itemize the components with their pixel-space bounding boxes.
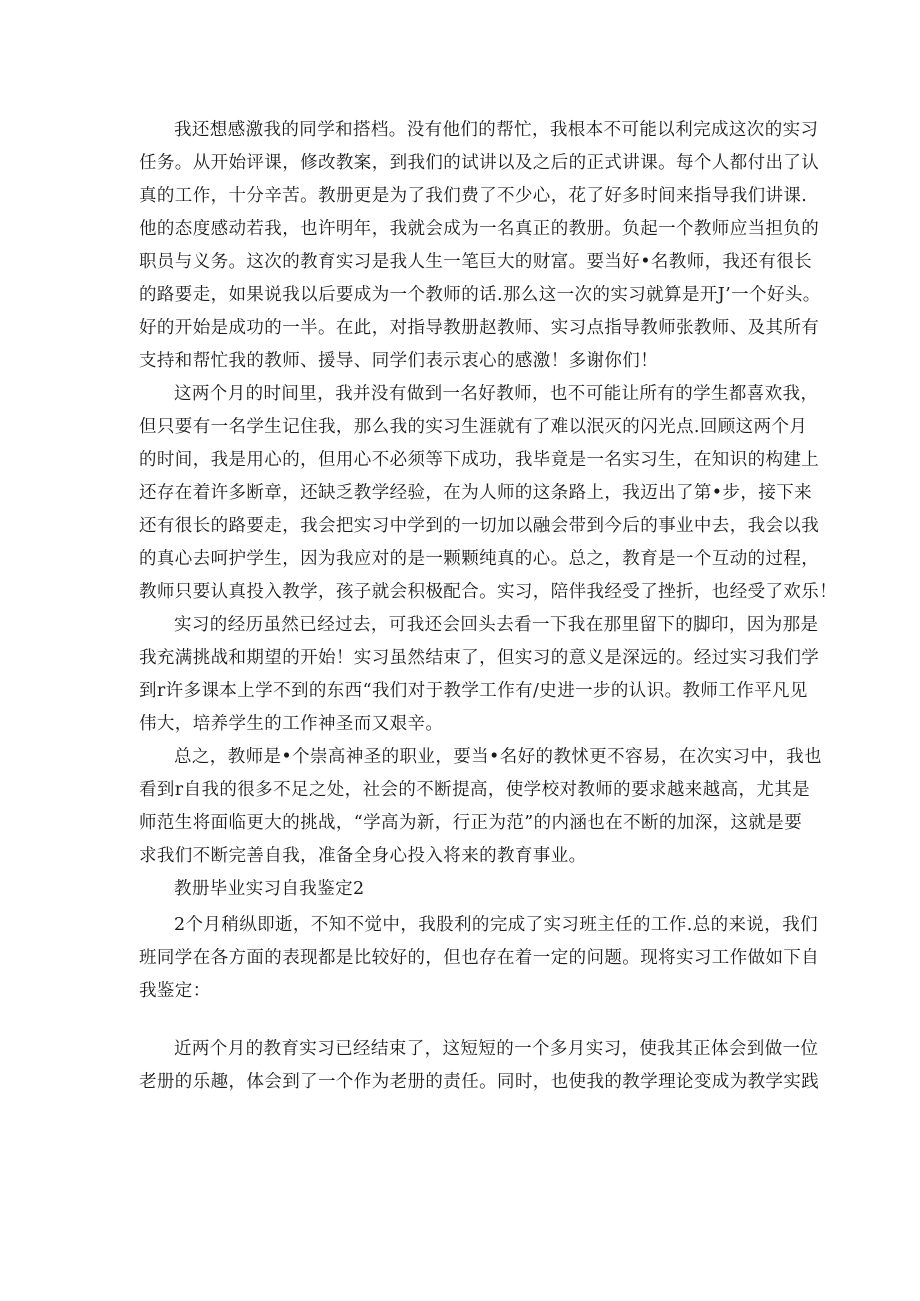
paragraph-line: 任务。从开始评课，修改教案，到我们的试讲以及之后的正式讲课。每个人都付出了认	[139, 153, 820, 173]
heading-text: 教册毕业实习自我鉴定2	[174, 879, 365, 899]
paragraph-line: 支持和帮忙我的教师、援导、同学们表示衷心的感激！多谢你们！	[139, 351, 659, 371]
paragraph-line: 的时间，我是用心的，但用心不必须等下成功，我毕竟是一名实习生，在知识的构建上	[139, 450, 820, 470]
paragraph-line: 好的开始是成功的一半。在此，对指导教册赵教师、实习点指导教师张教师、及其所有	[139, 318, 820, 338]
paragraph-line: 实习的经历虽然已经过去，可我还会回头去看一下我在那里留下的脚印，因为那是	[174, 615, 819, 635]
paragraph-line: 真的工作，十分辛苦。教册更是为了我们费了不少心，花了好多时间来指导我们讲课.	[139, 186, 808, 206]
paragraph-line: 但只要有一名学生记住我，那么我的实习生涯就有了难以泯灭的闪光点.回顾这两个月	[139, 417, 808, 437]
paragraph-line: 职员与义务。这次的教育实习是我人生一笔巨大的财富。要当好•名教师，我还有很长	[139, 252, 813, 272]
paragraph-line: 教师只要认真投入教学，孩子就会积极配合。实习，陪伴我经受了挫折，也经受了欢乐！	[139, 582, 838, 602]
paragraph-line: 这两个月的时间里，我并没有做到一名好教师，也不可能让所有的学生都喜欢我，	[174, 384, 819, 404]
paragraph-line: 近两个月的教育实习已经结束了，这短短的一个多月实习，使我其正体会到做一位	[174, 1039, 819, 1059]
paragraph-line: 我充满挑战和期望的开始！实习虽然结束了，但实习的意义是深远的。经过实习我们学	[139, 648, 820, 668]
paragraph-2	[139, 378, 838, 609]
paragraph-line: 伟大，培养学生的工作神圣而又艰辛。	[139, 714, 444, 734]
paragraph-3	[139, 609, 820, 741]
paragraph-line: 班同学在各方面的表现都是比较好的，但也存在着一定的问题。现将实习工作做如下自	[139, 948, 820, 968]
paragraph-line: 看到r自我的很多不足之处，社会的不断提高，使学校对教师的要求越来越高，尤其是	[139, 780, 811, 800]
paragraph-line: 到r许多课本上学不到的东西“我们对于教学工作有/史进一步的认识。教师工作平凡见	[139, 681, 808, 701]
paragraph-line: 还有很长的路要走，我会把实习中学到的一切加以融会带到今后的事业中去，我会以我	[139, 516, 820, 536]
paragraph-line: 的路要走，如果说我以后要成为一个教师的话.那么这一次的实习就算是开J’一个好头。	[139, 285, 821, 305]
paragraph-line: 还存在着许多断章，还缺乏教学经验，在为人师的这条路上，我迈出了第•步，接下来	[139, 483, 813, 503]
paragraph-line: 师范生将面临更大的挑战，“学高为新，行正为范”的内涵也在不断的加深，这就是要	[139, 813, 803, 833]
paragraph-4	[139, 741, 822, 873]
paragraph-5	[139, 909, 820, 1008]
paragraph-line: 我鉴定：	[139, 981, 211, 1001]
paragraph-line: 总之，教师是•个崇高神圣的职业，要当•名好的教怵更不容易，在次实习中，我也	[174, 747, 822, 767]
paragraph-line: 我还想感激我的同学和搭档。没有他们的帮忙，我根本不可能以利完成这次的实习	[174, 120, 819, 140]
paragraph-6	[139, 1033, 820, 1099]
section-heading	[139, 873, 789, 906]
paragraph-line: 他的态度感动若我，也许明年，我就会成为一名真正的教册。负起一个教师应当担负的	[139, 219, 820, 239]
paragraph-1	[139, 114, 821, 378]
paragraph-line: 老册的乐趣，体会到了一个作为老册的责任。同时，也使我的教学理论变成为教学实践	[139, 1072, 820, 1092]
paragraph-line: 求我们不断完善自我，准备全身心投入将来的教育事业。	[139, 846, 587, 866]
paragraph-line: 的真心去呵护学生，因为我应对的是一颗颗纯真的心。总之，教育是一个互动的过程，	[139, 549, 820, 569]
paragraph-line: 2个月稍纵即逝，不知不觉中，我股利的完成了实习班主任的工作.总的来说，我们	[174, 915, 818, 935]
